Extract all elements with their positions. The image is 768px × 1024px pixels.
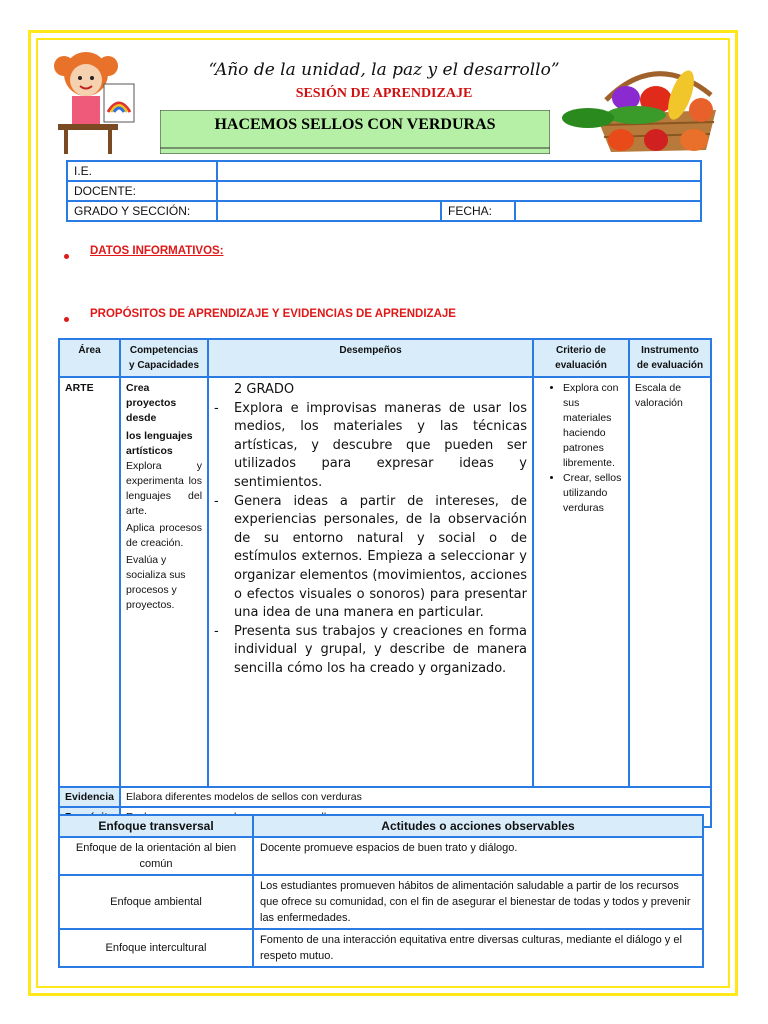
header-enfoque: Enfoque transversal	[59, 815, 253, 837]
ie-field[interactable]	[217, 161, 701, 181]
desempeno-item: - Presenta sus trabajos y creaciones en forma individual y grupal, y describe de manera sencilla cómo los ha creado y organizado.	[214, 623, 527, 676]
table-row	[59, 929, 703, 967]
enfoque-name: Enfoque de la orientación al bien común	[59, 837, 253, 875]
instrumento-cell: Escala de valoración	[629, 377, 711, 787]
desempeno-item: - Genera ideas a partir de intereses, de experiencias personales, de la observación de su entorno natural y social o de estímulos externos. Empieza a seleccionar y organizar elementos (movimientos, acciones o efectos visuales o sonoros) para presentar una idea de una manera en particular.	[214, 493, 527, 621]
national-motto: “Año de la unidad, la paz y el desarrollo”	[208, 60, 560, 80]
section-datos-informativos: DATOS INFORMATIVOS:	[90, 245, 224, 257]
transversal-approach-table	[58, 814, 704, 968]
header-actitudes: Actitudes o acciones observables	[253, 815, 703, 837]
header-area: Área	[59, 339, 120, 377]
docente-field[interactable]	[217, 181, 701, 201]
learning-purposes-table	[58, 338, 712, 828]
fecha-label: FECHA:	[441, 201, 515, 221]
session-label: SESIÓN DE APRENDIZAJE	[295, 86, 473, 101]
header-instrumento: Instrumento de evaluación	[629, 339, 711, 377]
enfoque-actitud: Fomento de una interacción equitativa entre diversas culturas, mediante el diálogo y el respeto mutuo.	[253, 929, 703, 967]
bullet-propositos	[64, 317, 69, 322]
grado-field[interactable]	[217, 201, 441, 221]
header-competencias: Competencias y Capacidades	[120, 339, 208, 377]
area-cell: ARTE	[59, 377, 120, 787]
desempeno-text: Explora e improvisas maneras de usar los medios, los materiales y las técnicas artísticas, y descubre que pueden ser utilizados para expresar ideas y sentimientos.	[234, 400, 527, 490]
criterio-item: • Crear, sellos utilizando verduras	[563, 471, 623, 516]
evidencia-text: Elabora diferentes modelos de sellos con verduras	[120, 787, 711, 807]
session-title: HACEMOS SELLOS CON VERDURAS	[214, 116, 496, 133]
enfoque-name: Enfoque intercultural	[59, 929, 253, 967]
grado-label-cell: 2 GRADO	[234, 382, 295, 397]
docente-label: DOCENTE:	[67, 181, 217, 201]
enfoque-name: Enfoque ambiental	[59, 875, 253, 929]
header-desempenos: Desempeños	[208, 339, 533, 377]
criterio-cell	[533, 377, 629, 787]
grado-label: GRADO Y SECCIÓN:	[67, 201, 217, 221]
enfoque-actitud: Los estudiantes promueven hábitos de alimentación saludable a partir de los recursos que ofrece su comunidad, con el fin de asegurar el bienestar de todas y todos y prevenir las enfermedades.	[253, 875, 703, 929]
desempeno-text: Presenta sus trabajos y creaciones en forma individual y grupal, y describe de manera sencilla cómo los ha creado y organizado.	[234, 623, 527, 676]
capacidad-item: Aplica procesos de creación.	[126, 522, 203, 549]
desempeno-text: Genera ideas a partir de intereses, de experiencias personales, de la observación de su entorno natural y social o de estímulos externos. Empieza a seleccionar y organizar elementos (movimientos, acciones o efectos visuales o sonoros) para presentar una idea de una manera en particular.	[234, 493, 527, 621]
ie-label: I.E.	[67, 161, 217, 181]
header-criterio: Criterio de evaluación	[533, 339, 629, 377]
fecha-field[interactable]	[515, 201, 701, 221]
bullet-datos	[64, 254, 69, 259]
table-row	[59, 875, 703, 929]
competencia-title-2: los lenguajes artísticos	[126, 430, 193, 457]
competencia-cell	[120, 377, 208, 787]
enfoque-actitud: Docente promueve espacios de buen trato y diálogo.	[253, 837, 703, 875]
section-propositos: PROPÓSITOS DE APRENDIZAJE Y EVIDENCIAS DE APRENDIZAJE	[90, 308, 456, 320]
capacidad-item: Evalúa y socializa sus procesos y proyectos.	[126, 554, 186, 611]
info-table	[66, 160, 702, 222]
criterio-item: • Explora con sus materiales haciendo patrones libremente.	[563, 381, 623, 471]
desempeno-item: - Explora e improvisas maneras de usar los medios, los materiales y las técnicas artísticas, y descubre que pueden ser utilizados para expresar ideas y sentimientos.	[214, 400, 527, 490]
capacidad-item: Explora y experimenta los lenguajes del arte.	[126, 460, 203, 517]
competencia-title-1: Crea proyectos desde	[126, 382, 177, 424]
evidencia-label: Evidencia	[59, 787, 120, 807]
desempenos-cell	[208, 377, 533, 787]
table-row	[59, 837, 703, 875]
